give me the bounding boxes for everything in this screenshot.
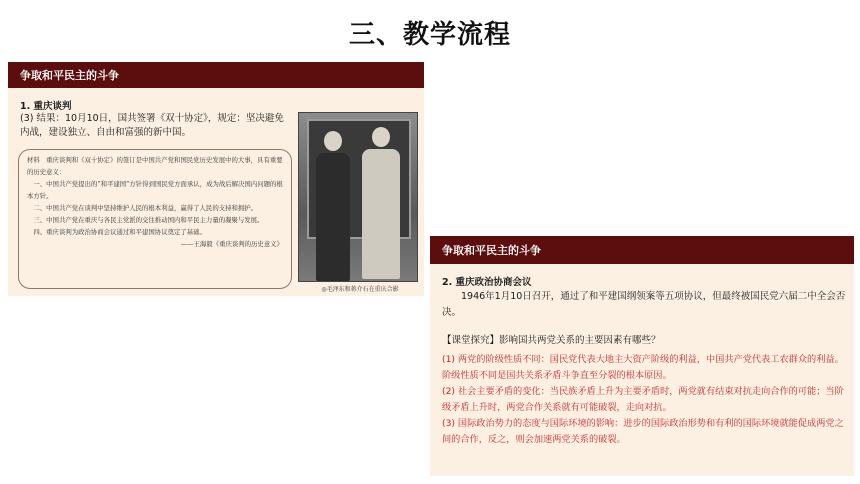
- card-header: 争取和平民主的斗争: [8, 62, 424, 88]
- section-subtitle: 2. 重庆政治协商会议: [442, 277, 532, 288]
- material-quote-box: [18, 149, 292, 289]
- result-text: (3) 结果：10月10日，国共签署《双十协定》，规定：坚决避免内战，建设独立、自由和富强的新中国。: [20, 113, 284, 138]
- historical-photo: [298, 112, 418, 282]
- quote-paragraph: 材料 重庆谈判和《双十协定》的签订是中国共产党和国民党历史发展中的大事，具有重要的历史意义：: [27, 156, 283, 176]
- card-header: 争取和平民主的斗争: [430, 236, 854, 264]
- answer-point: (3) 国际政治势力的态度与国际环境的影响：进步的国际政治形势和有利的国际环境就能促成两党之间的合作，反之，则会加速两党关系的破裂。: [442, 418, 844, 445]
- quote-paragraph: 二、中国共产党在谈判中坚持维护人民的根本利益，赢得了人民的支持和拥护。: [27, 204, 258, 212]
- quote-paragraph: 一、中国共产党提出的“和平建国”方针得到国民党方面承认，成为战后解决国内问题的根本方针。: [27, 180, 283, 200]
- photo-person-right: [359, 127, 403, 281]
- quote-source: ——王海毅《重庆谈判的历史意义》: [180, 240, 283, 248]
- body-text: 1946年1月10日召开，通过了和平建国纲领案等五项协议，但最终被国民党六届二中全会否决。: [442, 291, 846, 318]
- photo-caption: ◎毛泽东和蒋介石在重庆合影: [321, 286, 399, 293]
- answer-points: [442, 352, 846, 448]
- quote-paragraph: 三、中国共产党在重庆与各民主党派的交往推动国内和平民主力量的凝聚与发展。: [27, 216, 264, 224]
- slide-card-chongqing-negotiation: [8, 62, 424, 296]
- page-title: 三、教学流程: [348, 20, 511, 50]
- slide-card-political-consultative-conference: [430, 236, 854, 476]
- answer-point: (1) 两党的阶级性质不同：国民党代表大地主大资产阶级的利益，中国共产党代表工农群众的利益。阶级性质不同是国共关系矛盾斗争直至分裂的根本原因。: [442, 354, 844, 381]
- inquiry-question: 【课堂探究】影响国共两党关系的主要因素有哪些？: [442, 335, 661, 346]
- answer-point: (2) 社会主要矛盾的变化：当民族矛盾上升为主要矛盾时，两党就有结束对抗走向合作的可能；当阶级矛盾上升时，两党合作关系就有可能破裂，走向对抗。: [442, 386, 844, 413]
- section-subtitle: 1. 重庆谈判: [20, 101, 72, 112]
- photo-person-left: [313, 131, 353, 281]
- quote-paragraph: 四、重庆谈判为政治协商会议通过和平建国协议奠定了基础。: [27, 228, 206, 236]
